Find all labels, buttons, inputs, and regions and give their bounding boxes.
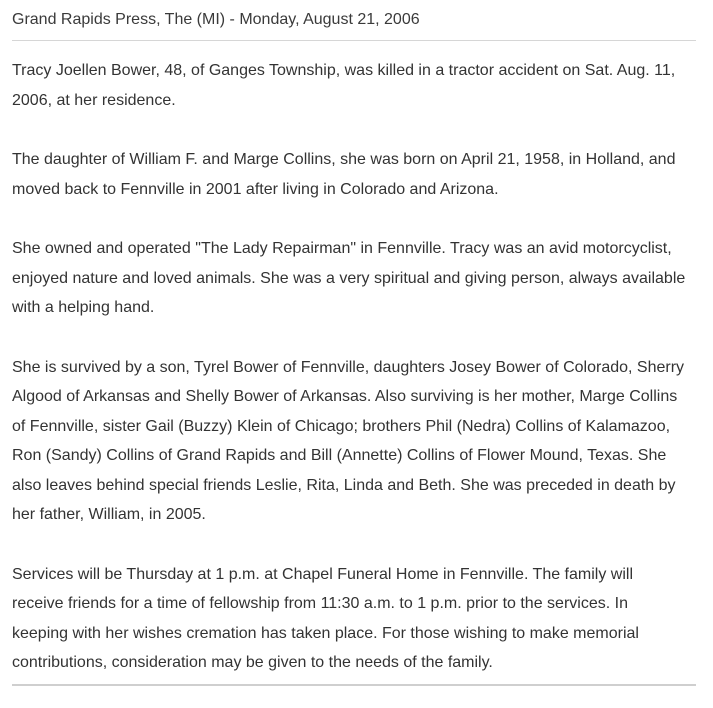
text-line: with a helping hand. xyxy=(12,299,155,316)
text-line: her father, William, in 2005. xyxy=(12,506,206,523)
text-line: contributions, consideration may be given to the needs of the family. xyxy=(12,654,493,671)
text-line: Tracy Joellen Bower, 48, of Ganges Township, was killed in a tractor accident on Sat. Aug. 11, xyxy=(12,62,676,79)
text-line: Services will be Thursday at 1 p.m. at Chapel Funeral Home in Fennville. The family will xyxy=(12,565,633,583)
paragraph-business xyxy=(12,234,702,323)
text-line: She is survived by a son, Tyrel Bower of Fennville, daughters Josey Bower of Colorado, Sherry xyxy=(12,358,685,376)
top-divider xyxy=(12,40,696,41)
bottom-divider xyxy=(12,684,696,686)
text-line: receive friends for a time of fellowship from 11:30 a.m. to 1 p.m. prior to the services. In xyxy=(12,595,628,612)
article-body xyxy=(12,56,702,708)
paragraph-services xyxy=(12,560,702,678)
text-line: The daughter of William F. and Marge Collins, she was born on April 21, 1958, in Holland, and xyxy=(12,151,676,168)
text-line: of Fennville, sister Gail (Buzzy) Klein of Chicago; brothers Phil (Nedra) Collins of Kalamazoo, xyxy=(12,417,671,435)
source-dateline: Grand Rapids Press, The (MI) - Monday, August 21, 2006 xyxy=(12,11,420,28)
paragraph-accident xyxy=(12,56,702,115)
text-line: also leaves behind special friends Leslie, Rita, Linda and Beth. She was preceded in death by xyxy=(12,476,676,494)
paragraph-birth xyxy=(12,145,702,204)
text-line: moved back to Fennville in 2001 after living in Colorado and Arizona. xyxy=(12,180,499,198)
text-line: keeping with her wishes cremation has taken place. For those wishing to make memorial xyxy=(12,624,639,642)
text-line: 2006, at her residence. xyxy=(12,91,176,109)
text-line: enjoyed nature and loved animals. She was a very spiritual and giving person, always available xyxy=(12,269,686,287)
text-line: Algood of Arkansas and Shelly Bower of Arkansas. Also surviving is her mother, Marge Collins xyxy=(12,388,678,405)
paragraph-survivors xyxy=(12,353,702,530)
text-line: Ron (Sandy) Collins of Grand Rapids and Bill (Annette) Collins of Flower Mound, Texas. She xyxy=(12,447,667,464)
text-line: She owned and operated "The Lady Repairman" in Fennville. Tracy was an avid motorcyclist, xyxy=(12,240,672,257)
